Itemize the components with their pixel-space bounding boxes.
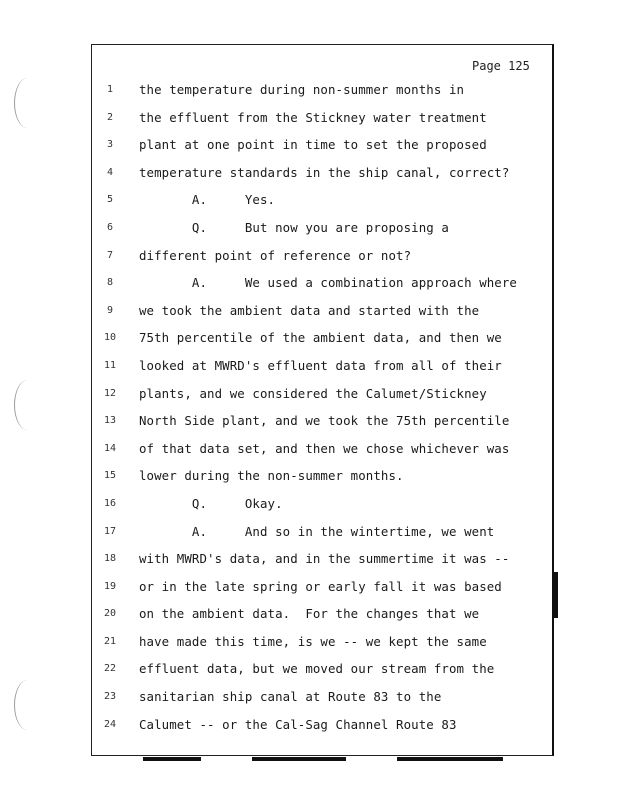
line-number: 8 — [106, 277, 114, 289]
line-number: 13 — [103, 415, 117, 427]
line-number: 3 — [106, 139, 114, 151]
line-number: 24 — [103, 718, 117, 730]
scan-edge-mark — [553, 572, 558, 618]
line-number: 11 — [103, 359, 117, 371]
binder-hole-middle — [14, 380, 41, 430]
transcript-line: on the ambient data. For the changes that we — [139, 606, 480, 622]
line-number: 14 — [103, 442, 117, 454]
binder-hole-top — [14, 78, 41, 128]
line-number: 10 — [103, 332, 117, 344]
line-number: 17 — [103, 525, 117, 537]
transcript-line: lower during the non-summer months. — [139, 468, 404, 484]
line-number: 22 — [103, 663, 117, 675]
transcript-line: 75th percentile of the ambient data, and then we — [139, 330, 502, 346]
footer-bar — [397, 757, 503, 761]
line-number: 9 — [106, 304, 114, 316]
line-number: 15 — [103, 470, 117, 482]
transcript-text — [139, 76, 549, 738]
transcript-line: the temperature during non-summer months in — [139, 82, 465, 97]
transcript-line: of that data set, and then we chose whichever was — [139, 440, 510, 456]
line-number: 16 — [103, 497, 117, 509]
transcript-line: different point of reference or not? — [139, 247, 412, 263]
transcript-line: plant at one point in time to set the proposed — [139, 137, 487, 153]
line-number: 21 — [103, 635, 117, 647]
line-number: 18 — [103, 553, 117, 565]
transcript-line: or in the late spring or early fall it was based — [139, 578, 502, 594]
transcript-line: A. We used a combination approach where — [139, 275, 517, 291]
footer-bar — [143, 757, 201, 761]
transcript-line: have made this time, is we -- we kept the same — [139, 633, 487, 649]
transcript-line: with MWRD's data, and in the summertime it was -- — [139, 551, 510, 567]
line-number: 7 — [106, 249, 114, 261]
transcript-line: North Side plant, and we took the 75th percentile — [139, 413, 510, 429]
transcript-line: temperature standards in the ship canal, correct? — [139, 164, 510, 180]
transcript-line: we took the ambient data and started with the — [139, 302, 480, 318]
transcript-line: sanitarian ship canal at Route 83 to the — [139, 689, 442, 705]
line-number: 2 — [106, 111, 114, 123]
transcript-line: A. Yes. — [139, 192, 276, 208]
line-number: 4 — [106, 166, 114, 178]
line-number: 12 — [103, 387, 117, 399]
transcript-line: the effluent from the Stickney water treatment — [139, 109, 487, 125]
transcript-line: Calumet -- or the Cal-Sag Channel Route 83 — [139, 716, 457, 732]
binder-hole-bottom — [14, 680, 41, 730]
footer-bar — [252, 757, 346, 761]
line-number: 1 — [106, 84, 114, 95]
line-number: 23 — [103, 691, 117, 703]
page-number: Page 125 — [472, 59, 530, 73]
transcript-line: plants, and we considered the Calumet/Stickney — [139, 385, 487, 401]
transcript-line: effluent data, but we moved our stream from the — [139, 661, 495, 677]
line-number: 19 — [103, 580, 117, 592]
line-number-column — [98, 76, 122, 738]
transcript-line: Q. Okay. — [139, 495, 283, 511]
transcript-line: Q. But now you are proposing a — [139, 219, 449, 235]
line-number: 6 — [106, 221, 114, 233]
transcript-line: A. And so in the wintertime, we went — [139, 523, 495, 539]
line-number: 20 — [103, 608, 117, 620]
line-number: 5 — [106, 194, 114, 206]
transcript-line: looked at MWRD's effluent data from all of their — [139, 357, 502, 373]
